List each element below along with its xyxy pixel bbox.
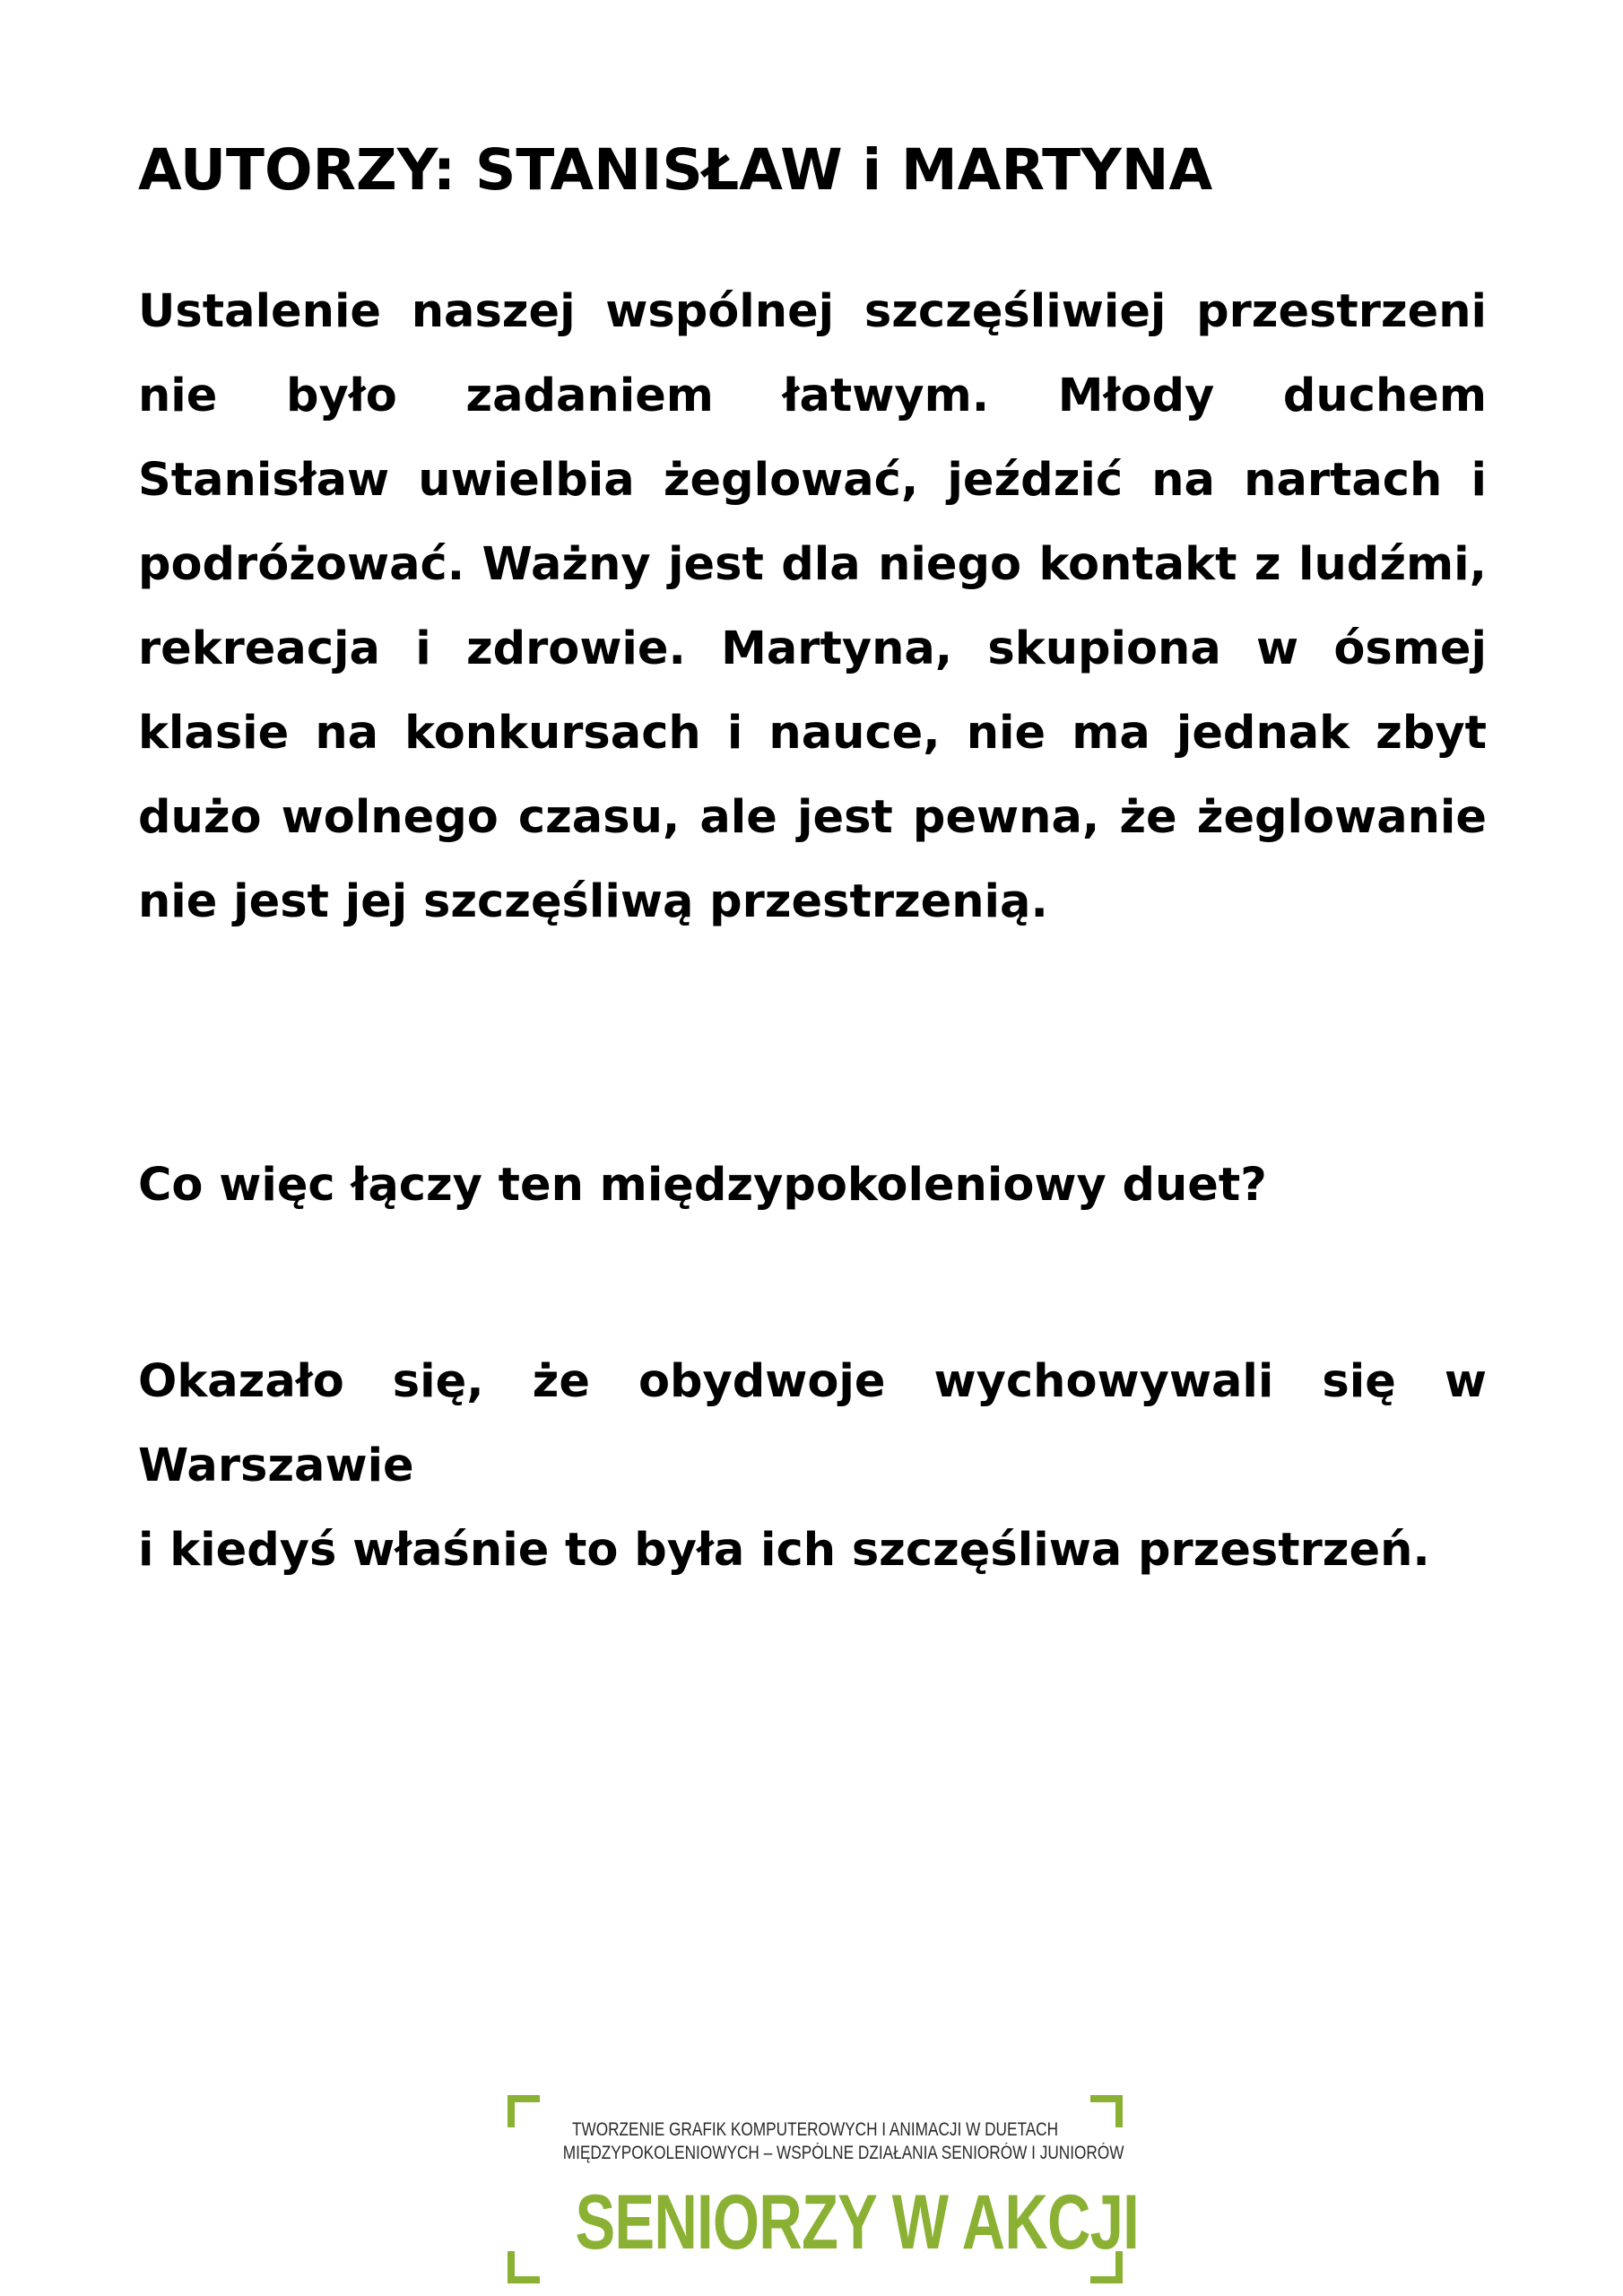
logo-corner-top-left (508, 2095, 540, 2127)
paragraph-intro: Ustalenie naszej wspólnej szczęśliwiej przestrzeni nie było zadaniem łatwym. Młody duchem Stanisław uwielbia żeglować, jeździć na nartach i podróżować. Ważny jest dla niego kontakt z ludźmi, rekreacja i zdrowie. Martyna, skupiona w ósmej klasie na konkursach i nauce, nie ma jednak zbyt dużo wolnego czasu, ale jest pewna, że żeglowanie nie jest jej szczęśliwą przestrzenią. (138, 285, 1487, 928)
logo-corner-top-right (1090, 2095, 1123, 2127)
paragraph-answer-part1: Okazało się, że obydwoje wychowywali się w Warszawie (138, 1355, 1487, 1492)
logo-wordmark: SENIORZY W AKCJI (575, 2179, 1140, 2266)
paragraph-answer-part2: i kiedyś właśnie to była ich szczęśliwa przestrzeń. (138, 1524, 1430, 1577)
paragraph-question: Co więc łączy ten międzypokoleniowy duet? (138, 1159, 1267, 1212)
seniorzy-w-akcji-logo (508, 2095, 1140, 2283)
logo-corner-bottom-left (508, 2251, 540, 2283)
logo-tagline-line2: MIĘDZYPOKOLENIOWYCH – WSPÓLNE DZIAŁANIA SENIORÓW I JUNIORÓW (562, 2143, 1124, 2163)
document-title: AUTORZY: STANISŁAW i MARTYNA (138, 137, 1213, 203)
logo-tagline-line1: TWORZENIE GRAFIK KOMPUTEROWYCH I ANIMACJI W DUETACH (571, 2119, 1059, 2140)
